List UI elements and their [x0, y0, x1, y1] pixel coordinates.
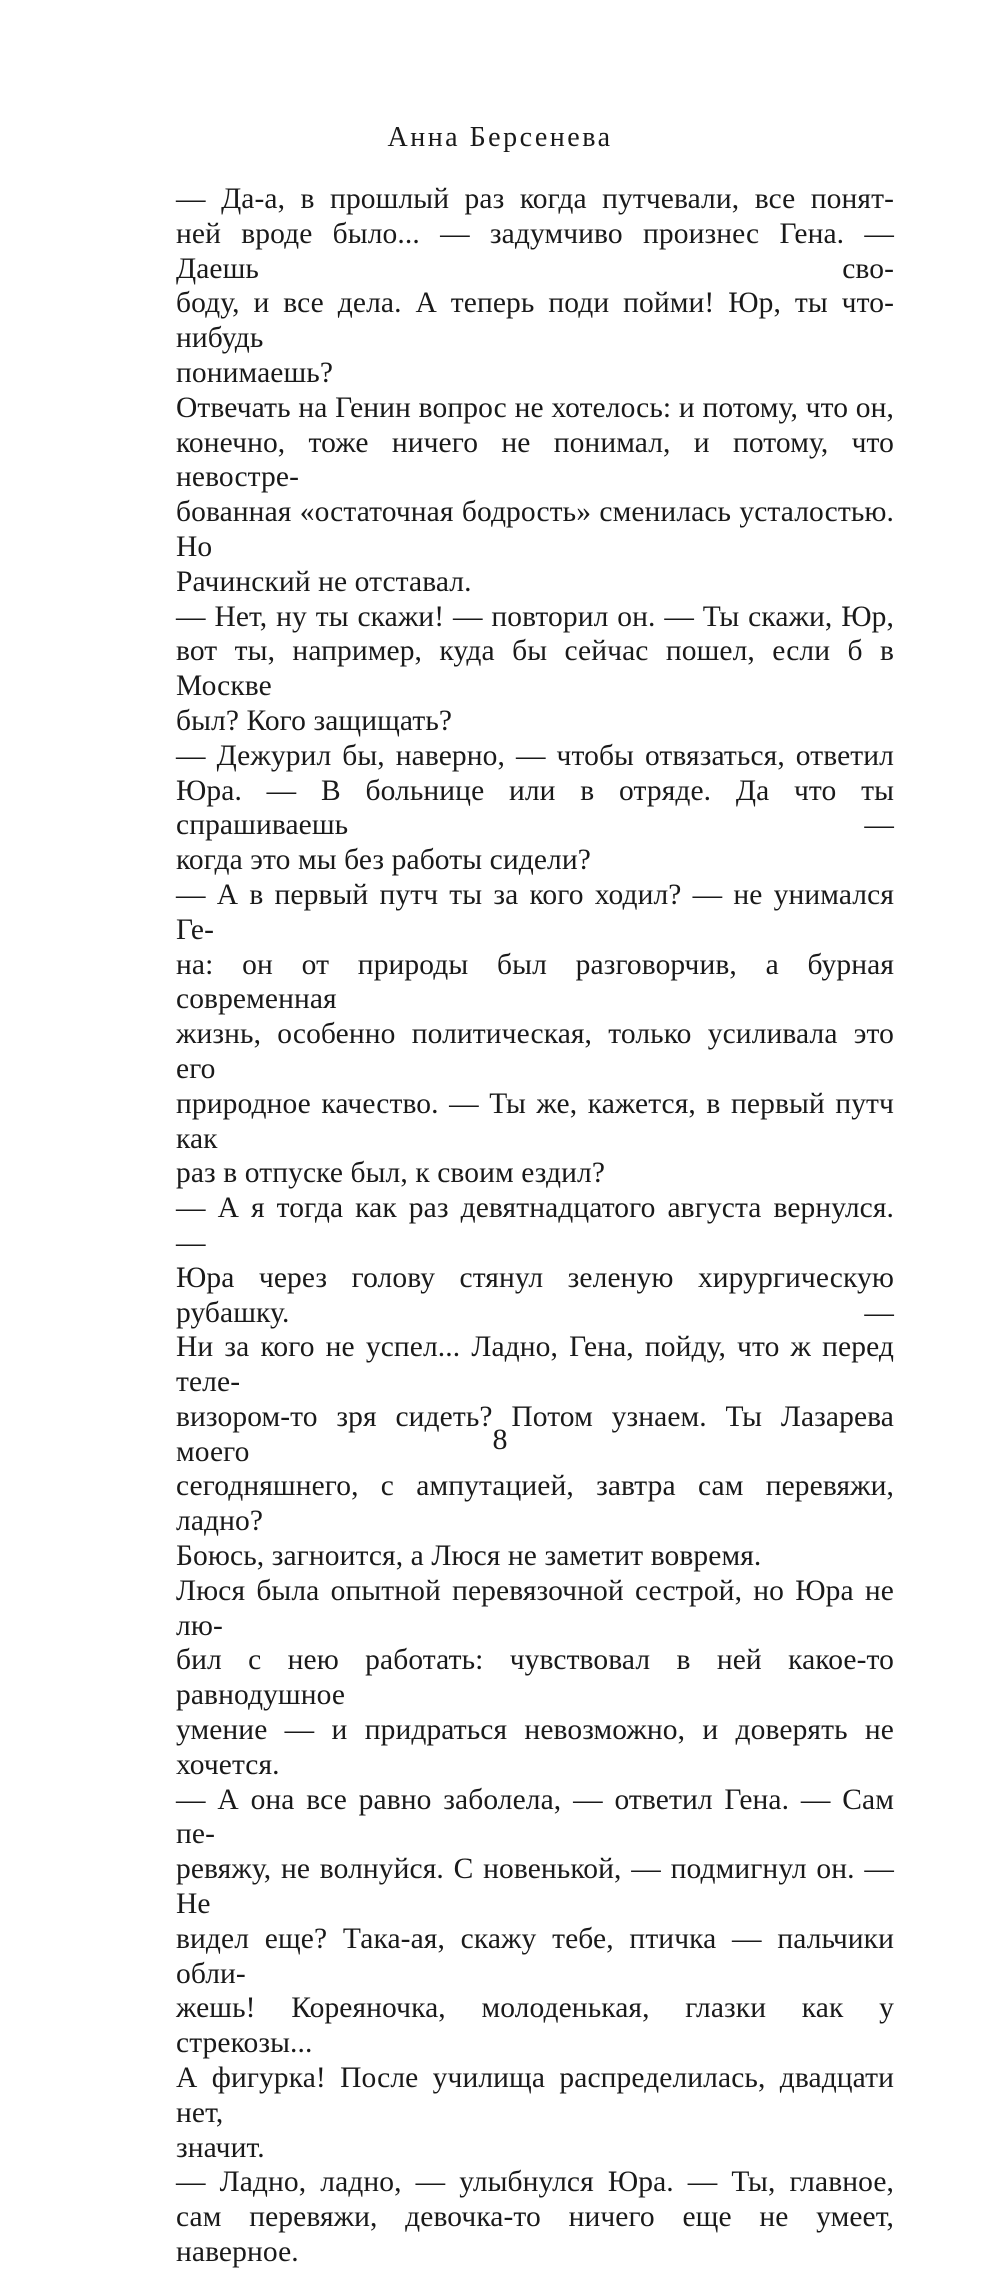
text-line: — Нет, ну ты скажи! — повторил он. — Ты скажи, Юр,: [176, 600, 894, 633]
text-line: видел еще? Така-ая, скажу тебе, птичка — пальчики обли-: [176, 1922, 894, 1990]
text-line: вот ты, например, куда бы сейчас пошел, если б в Москве: [176, 635, 894, 703]
text-line: жизнь, особенно политическая, только усиливала это его: [176, 1018, 894, 1085]
text-line: ней вроде было... — задумчиво произнес Гена. — Даешь сво-: [176, 217, 894, 285]
text-line: понимаешь?: [176, 356, 334, 389]
text-line: Люся была опытной перевязочной сестрой, но Юра не лю-: [176, 1574, 894, 1642]
text-line: Боюсь, загноится, а Люся не заметит вовремя.: [176, 1540, 762, 1573]
text-line: конечно, тоже ничего не понимал, и потому, что невостре-: [176, 426, 894, 494]
text-line: — Да-а, в прошлый раз когда путчевали, все понят-: [176, 183, 894, 215]
body-text: [176, 182, 894, 2270]
text-line: — Дежурил бы, наверно, — чтобы отвязаться, ответил: [176, 739, 894, 772]
text-line: — А в первый путч ты за кого ходил? — не унимался Ге-: [176, 878, 894, 946]
text-line: бил с нею работать: чувствовал в ней какое-то равнодушное: [176, 1644, 894, 1712]
text-line: — Ладно, ладно, — улыбнулся Юра. — Ты, главное,: [176, 2166, 894, 2199]
text-line: Ни за кого не успел... Ладно, Гена, пойду, что ж перед теле-: [176, 1331, 894, 1399]
text-line: когда это мы без работы сидели?: [176, 844, 591, 877]
text-line: — А я тогда как раз девятнадцатого августа вернулся. —: [176, 1192, 894, 1259]
text-line: природное качество. — Ты же, кажется, в первый путч как: [176, 1087, 894, 1155]
text-line: Рачинский не отставал.: [176, 565, 472, 598]
text-line: Юра. — В больнице или в отряде. Да что ты спрашиваешь —: [176, 774, 894, 842]
running-head-author: Анна Берсенева: [387, 122, 613, 153]
text-line: Отвечать на Генин вопрос не хотелось: и потому, что он,: [176, 391, 894, 424]
text-line: раз в отпуске был, к своим ездил?: [176, 1157, 606, 1190]
text-line: бованная «остаточная бодрость» сменилась усталостью. Но: [176, 496, 894, 563]
text-line: боду, и все дела. А теперь поди пойми! Юр, ты что-нибудь: [176, 287, 894, 355]
text-line: Юра через голову стянул зеленую хирургическую рубашку. —: [176, 1261, 894, 1329]
text-line: умение — и придраться невозможно, и доверять не хочется.: [176, 1714, 894, 1781]
text-line: сегодняшнего, с ампутацией, завтра сам перевяжи, ладно?: [176, 1470, 894, 1538]
text-line: сам перевяжи, девочка-то ничего еще не умеет, наверное.: [176, 2201, 894, 2269]
text-line: визором-то зря сидеть? Потом узнаем. Ты Лазарева моего: [176, 1400, 894, 1468]
page-number: 8: [492, 1423, 508, 1456]
text-line: значит.: [176, 2131, 265, 2164]
text-line: на: он от природы был разговорчив, а бурная современная: [176, 948, 894, 1016]
text-line: жешь! Кореяночка, молоденькая, глазки как у стрекозы...: [176, 1992, 894, 2060]
text-line: А фигурка! После училища распределилась, двадцати нет,: [176, 2062, 894, 2129]
text-line: ревяжу, не волнуйся. С новенькой, — подмигнул он. — Не: [176, 1853, 894, 1921]
text-line: был? Кого защищать?: [176, 704, 453, 737]
text-line: — А она все равно заболела, — ответил Гена. — Сам пе-: [176, 1783, 894, 1851]
